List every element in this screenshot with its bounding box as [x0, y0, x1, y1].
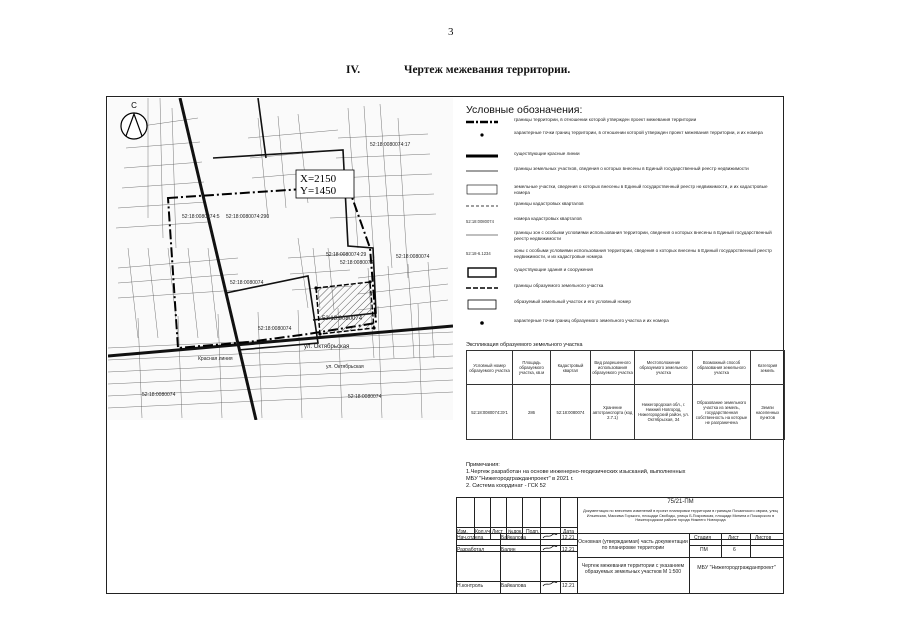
- map-label: 52:18:0080074: [142, 392, 176, 398]
- col-header: №док.: [508, 529, 523, 535]
- table-header: Вид разрешенного использования образуемого участка: [591, 351, 635, 385]
- signature-icon: [542, 533, 558, 539]
- page-number: 3: [448, 26, 454, 38]
- sheet-header: Лист: [728, 535, 739, 541]
- table-cell: Образование земельного участка из земель, государственная собственность на которые не разграничена: [693, 385, 751, 440]
- role-label: Разработал: [457, 547, 485, 553]
- table-cell: 286: [513, 385, 551, 440]
- table-header: Кадастровый квартал: [551, 351, 591, 385]
- notes-line: 2. Система координат - ГСК 52: [466, 483, 546, 489]
- table-cell: 52:18:0080074: [551, 385, 591, 440]
- table-header: Площадь образуемого участка, кв.м: [513, 351, 551, 385]
- explication-table: [466, 350, 785, 440]
- street-label: ул. Октябрьская: [326, 364, 364, 370]
- sheet-title: Чертеж межевания территории с указанием образуемых земельных участков М 1:500: [581, 563, 685, 575]
- table-cell: Нижегородская обл., г. Нижний Новгород, Нижегородский район, ул. Октябрьская, 34: [635, 385, 693, 440]
- table-cell: Хранение автотранспорта (код 2.7.1): [591, 385, 635, 440]
- map-label: 52:18:0080074: [348, 394, 382, 400]
- table-header: Местоположение образуемого земельного участка: [635, 351, 693, 385]
- section-title: Чертеж межевания территории.: [404, 64, 571, 76]
- organization: МБУ "Нижегородгражданпроект": [697, 565, 776, 571]
- table-cell: Земли населенных пунктов: [751, 385, 785, 440]
- map-label: 52:18:0080074: [258, 326, 292, 332]
- stage-value: ПМ: [700, 547, 708, 553]
- new-plot-area: [316, 282, 374, 334]
- title-block: [456, 497, 784, 594]
- col-header: Дата: [563, 529, 575, 535]
- table-header: Условный номер образуемого участка: [467, 351, 513, 385]
- map-label: 52:18:0080074: [230, 280, 264, 286]
- col-header: Кол.уч: [475, 529, 490, 535]
- map-label: 52:18:0080074:290: [226, 214, 270, 220]
- signature-icon: [542, 581, 558, 587]
- signature-icon: [542, 545, 558, 551]
- table-row: [467, 385, 785, 440]
- sheets-header: Листов: [755, 535, 772, 541]
- red-line-label: Красная линия: [198, 356, 233, 362]
- cadastral-map: [108, 98, 453, 420]
- role-name: Байкалова: [501, 583, 527, 589]
- coord-x: X=2150: [300, 173, 337, 185]
- col-header: Подп.: [526, 529, 540, 535]
- project-code: 75/21-ПМ: [667, 499, 694, 505]
- role-date: 12.21: [562, 547, 575, 553]
- notes-title: Примечания:: [466, 462, 500, 468]
- map-label: 52:18:0080074: [396, 254, 430, 260]
- part-title: Основная (утверждаемая) часть документации по планировке территории: [578, 539, 688, 551]
- stage-header: Стадия: [694, 535, 712, 541]
- table-header-row: [467, 351, 785, 385]
- table-header: Категория земель: [751, 351, 785, 385]
- role-name: Байкалова: [501, 535, 527, 541]
- map-label: 52:18:0080074: [340, 260, 374, 266]
- notes-line: 1.Чертеж разработан на основе инженерно-геодезических изысканий, выполненных: [466, 469, 686, 475]
- role-date: 12.21: [562, 535, 575, 541]
- legend-sample-quarter: 52:18:0080074: [466, 219, 494, 224]
- role-date: 12.21: [562, 583, 575, 589]
- legend-title: Условные обозначения:: [466, 104, 583, 116]
- project-title: Документация по внесению изменений в проект планировки территории в границах Почаинского оврага, улиц Ильинская, Максима Горького, площади Свободы, улицы Б.Покровская, площади Минина и Пожарского в Нижегородском районе города Нижнего Новгорода: [583, 509, 778, 523]
- coord-y: Y=1450: [300, 185, 337, 197]
- explication-title: Экспликация образуемого земельного участка: [466, 342, 583, 348]
- section-heading: [346, 64, 570, 76]
- notes: [466, 462, 766, 490]
- section-number: IV.: [346, 64, 361, 76]
- map-label: 52:18:0080074:29: [326, 252, 367, 258]
- notes-line: МБУ "Нижегородгражданпроект" в 2021 г.: [466, 476, 574, 482]
- table-cell: 52:18:0080074:ЗУ1: [467, 385, 513, 440]
- new-plot-label: 52:18:0080074: [322, 316, 363, 322]
- sheet-value: 6: [733, 547, 736, 553]
- col-header: Лист: [492, 529, 503, 535]
- legend-sample-zone: 52:18-6.1234: [466, 251, 491, 256]
- map-label: 52:18:0080074:17: [370, 142, 411, 148]
- table-header: Возможный способ образования земельного участка: [693, 351, 751, 385]
- map-label: 52:18:0080074:5: [182, 214, 220, 220]
- role-name: Балин: [501, 547, 516, 553]
- north-label: С: [131, 101, 137, 110]
- col-header: Изм.: [457, 529, 468, 535]
- role-label: Нач.отдела: [457, 535, 484, 541]
- role-label: Н.контроль: [457, 583, 484, 589]
- street-label: ул. Октябрьская: [304, 344, 350, 350]
